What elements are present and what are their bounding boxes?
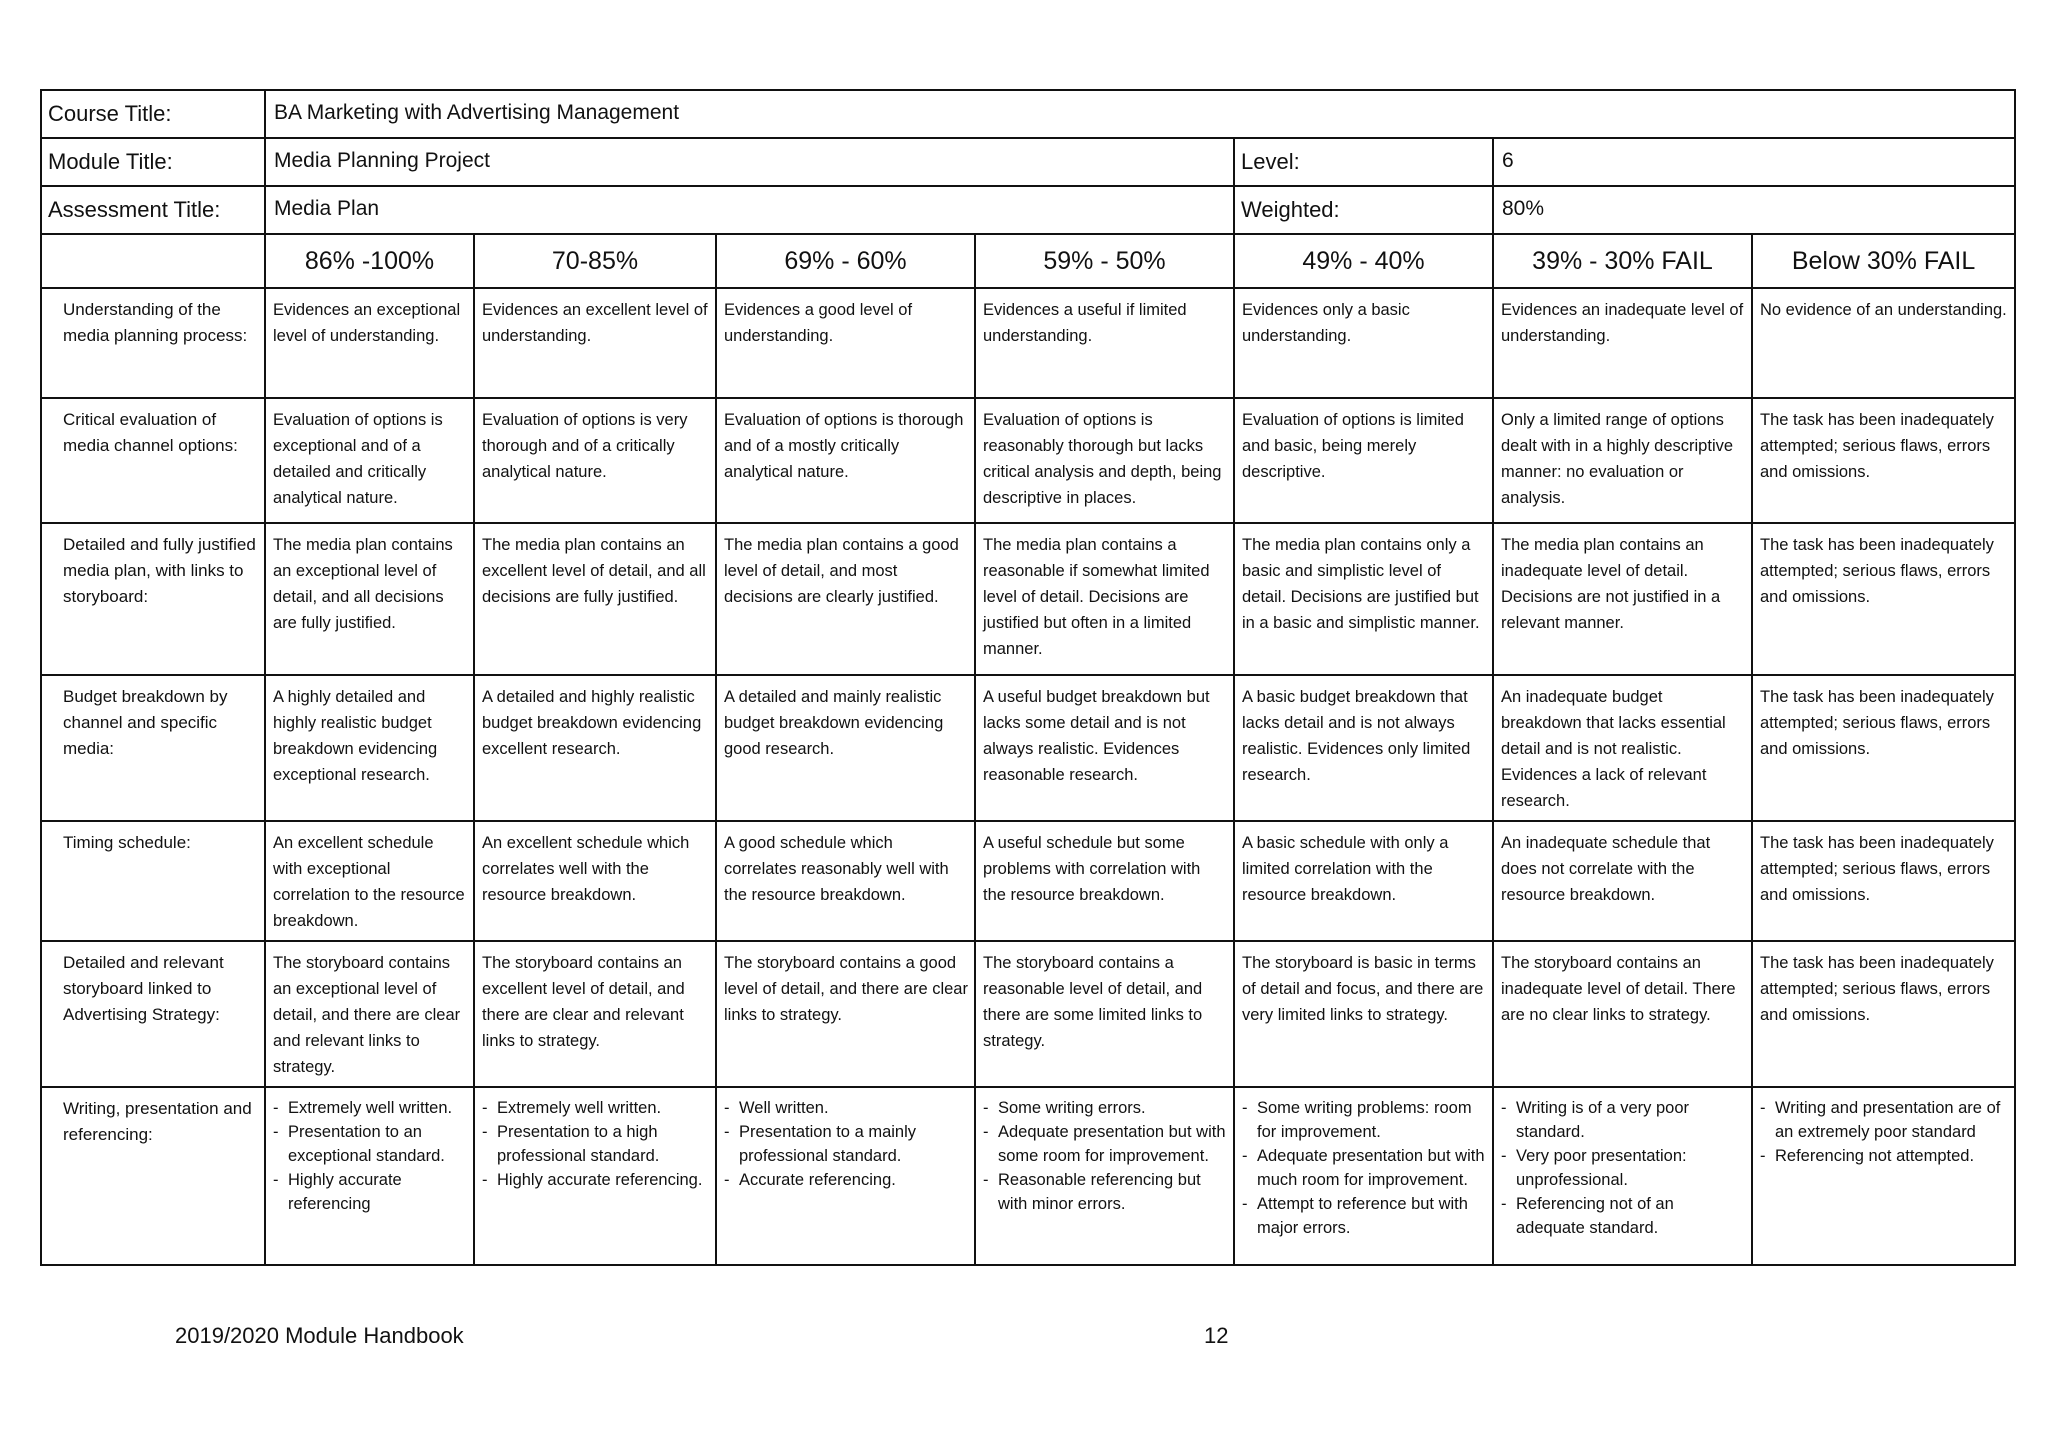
grade-band-header: 69% - 60% (716, 234, 975, 288)
bullet-item: - Attempt to reference but with major errors. (1242, 1192, 1486, 1240)
descriptor-cell: The task has been inadequately attempted; serious flaws, errors and omissions. (1752, 523, 2015, 675)
descriptor-cell: Evidences an excellent level of understanding. (474, 288, 716, 398)
descriptor-cell: An excellent schedule which correlates well with the resource breakdown. (474, 821, 716, 941)
bullet-item: - Presentation to a high professional standard. (482, 1120, 709, 1168)
descriptor-cell: The storyboard is basic in terms of detail and focus, and there are very limited links to strategy. (1234, 941, 1493, 1087)
assessment-title-value: Media Plan (265, 186, 1234, 234)
level-label: Level: (1234, 138, 1493, 186)
bullet-list (724, 1096, 968, 1192)
descriptor-cell: The task has been inadequately attempted; serious flaws, errors and omissions. (1752, 941, 2015, 1087)
criterion-row (41, 523, 2015, 675)
descriptor-cell: The media plan contains a reasonable if somewhat limited level of detail. Decisions are justified but often in a limited manner. (975, 523, 1234, 675)
grade-band-header: 59% - 50% (975, 234, 1234, 288)
criterion-row (41, 675, 2015, 821)
descriptor-cell (716, 1087, 975, 1265)
criterion-label: Understanding of the media planning process: (41, 288, 265, 398)
course-title-label: Course Title: (41, 90, 265, 138)
grade-band-header: 49% - 40% (1234, 234, 1493, 288)
grade-band-header: 39% - 30% FAIL (1493, 234, 1752, 288)
criterion-row (41, 398, 2015, 523)
descriptor-cell (265, 1087, 474, 1265)
descriptor-cell: Evaluation of options is very thorough and of a critically analytical nature. (474, 398, 716, 523)
descriptor-cell (1752, 1087, 2015, 1265)
descriptor-cell (1234, 1087, 1493, 1265)
descriptor-cell: No evidence of an understanding. (1752, 288, 2015, 398)
descriptor-cell: Evidences a good level of understanding. (716, 288, 975, 398)
weighted-value: 80% (1493, 186, 2015, 234)
assessment-rubric-table (40, 89, 2016, 1266)
descriptor-cell (474, 1087, 716, 1265)
bullet-list (482, 1096, 709, 1192)
bullet-item: - Some writing problems: room for improvement. (1242, 1096, 1486, 1144)
descriptor-cell: A basic budget breakdown that lacks detail and is not always realistic. Evidences only limited research. (1234, 675, 1493, 821)
bullet-list (1242, 1096, 1486, 1240)
page-number: 12 (1204, 1323, 1229, 1348)
criterion-label: Critical evaluation of media channel options: (41, 398, 265, 523)
bullet-item: - Presentation to a mainly professional standard. (724, 1120, 968, 1168)
bullet-item: - Well written. (724, 1096, 968, 1120)
criterion-label: Budget breakdown by channel and specific media: (41, 675, 265, 821)
descriptor-cell: The storyboard contains an excellent level of detail, and there are clear and relevant links to strategy. (474, 941, 716, 1087)
assessment-title-row (41, 186, 2015, 234)
descriptor-cell: Evidences an inadequate level of understanding. (1493, 288, 1752, 398)
descriptor-cell (1493, 1087, 1752, 1265)
descriptor-cell: A detailed and mainly realistic budget breakdown evidencing good research. (716, 675, 975, 821)
criterion-row (41, 821, 2015, 941)
weighted-label: Weighted: (1234, 186, 1493, 234)
descriptor-cell (975, 1087, 1234, 1265)
descriptor-cell: The task has been inadequately attempted; serious flaws, errors and omissions. (1752, 398, 2015, 523)
bullet-list (1501, 1096, 1745, 1240)
descriptor-cell: Evaluation of options is reasonably thorough but lacks critical analysis and depth, being descriptive in places. (975, 398, 1234, 523)
descriptor-cell: An inadequate schedule that does not correlate with the resource breakdown. (1493, 821, 1752, 941)
bullet-list (983, 1096, 1227, 1216)
descriptor-cell: A good schedule which correlates reasonably well with the resource breakdown. (716, 821, 975, 941)
bullet-item: - Highly accurate referencing (273, 1168, 467, 1216)
bullet-item: - Presentation to an exceptional standard. (273, 1120, 467, 1168)
bullet-item: - Referencing not of an adequate standard. (1501, 1192, 1745, 1240)
descriptor-cell: The storyboard contains a reasonable level of detail, and there are some limited links to strategy. (975, 941, 1234, 1087)
bullet-item: - Adequate presentation but with much room for improvement. (1242, 1144, 1486, 1192)
criterion-row (41, 288, 2015, 398)
descriptor-cell: The media plan contains only a basic and simplistic level of detail. Decisions are justified but in a basic and simplistic manner. (1234, 523, 1493, 675)
bullet-list (1760, 1096, 2008, 1168)
assessment-title-label: Assessment Title: (41, 186, 265, 234)
descriptor-cell: The task has been inadequately attempted; serious flaws, errors and omissions. (1752, 821, 2015, 941)
bullet-list (273, 1096, 467, 1216)
handbook-footer: 2019/2020 Module Handbook (175, 1323, 464, 1348)
descriptor-cell: A highly detailed and highly realistic budget breakdown evidencing exceptional research. (265, 675, 474, 821)
descriptor-cell: Evaluation of options is limited and basic, being merely descriptive. (1234, 398, 1493, 523)
descriptor-cell: The storyboard contains an inadequate level of detail. There are no clear links to strategy. (1493, 941, 1752, 1087)
module-title-label: Module Title: (41, 138, 265, 186)
descriptor-cell: A basic schedule with only a limited correlation with the resource breakdown. (1234, 821, 1493, 941)
descriptor-cell: Evidences only a basic understanding. (1234, 288, 1493, 398)
descriptor-cell: The storyboard contains a good level of detail, and there are clear links to strategy. (716, 941, 975, 1087)
bullet-item: - Writing and presentation are of an extremely poor standard (1760, 1096, 2008, 1144)
criterion-label: Detailed and relevant storyboard linked to Advertising Strategy: (41, 941, 265, 1087)
criterion-label: Detailed and fully justified media plan, with links to storyboard: (41, 523, 265, 675)
bullet-item: - Accurate referencing. (724, 1168, 968, 1192)
level-value: 6 (1493, 138, 2015, 186)
descriptor-cell: Only a limited range of options dealt with in a highly descriptive manner: no evaluation or analysis. (1493, 398, 1752, 523)
writing-row (41, 1087, 2015, 1265)
grade-band-corner (41, 234, 265, 288)
descriptor-cell: The storyboard contains an exceptional level of detail, and there are clear and relevant links to strategy. (265, 941, 474, 1087)
grade-band-header: 70-85% (474, 234, 716, 288)
descriptor-cell: The media plan contains an inadequate level of detail. Decisions are not justified in a relevant manner. (1493, 523, 1752, 675)
module-title-value: Media Planning Project (265, 138, 1234, 186)
descriptor-cell: The media plan contains an excellent level of detail, and all decisions are fully justified. (474, 523, 716, 675)
descriptor-cell: The task has been inadequately attempted; serious flaws, errors and omissions. (1752, 675, 2015, 821)
bullet-item: - Writing is of a very poor standard. (1501, 1096, 1745, 1144)
criterion-label: Timing schedule: (41, 821, 265, 941)
grade-band-header: 86% -100% (265, 234, 474, 288)
bullet-item: - Extremely well written. (482, 1096, 709, 1120)
descriptor-cell: An excellent schedule with exceptional correlation to the resource breakdown. (265, 821, 474, 941)
module-title-row (41, 138, 2015, 186)
criterion-label: Writing, presentation and referencing: (41, 1087, 265, 1265)
course-title-value: BA Marketing with Advertising Management (265, 90, 2015, 138)
descriptor-cell: A useful schedule but some problems with correlation with the resource breakdown. (975, 821, 1234, 941)
bullet-item: - Reasonable referencing but with minor errors. (983, 1168, 1227, 1216)
criterion-row (41, 941, 2015, 1087)
bullet-item: - Referencing not attempted. (1760, 1144, 2008, 1168)
descriptor-cell: Evaluation of options is exceptional and of a detailed and critically analytical nature. (265, 398, 474, 523)
descriptor-cell: An inadequate budget breakdown that lacks essential detail and is not realistic. Evidences a lack of relevant research. (1493, 675, 1752, 821)
bullet-item: - Highly accurate referencing. (482, 1168, 709, 1192)
descriptor-cell: Evaluation of options is thorough and of a mostly critically analytical nature. (716, 398, 975, 523)
descriptor-cell: A detailed and highly realistic budget breakdown evidencing excellent research. (474, 675, 716, 821)
descriptor-cell: The media plan contains a good level of detail, and most decisions are clearly justified. (716, 523, 975, 675)
course-title-row (41, 90, 2015, 138)
bullet-item: - Adequate presentation but with some room for improvement. (983, 1120, 1227, 1168)
descriptor-cell: A useful budget breakdown but lacks some detail and is not always realistic. Evidences reasonable research. (975, 675, 1234, 821)
grade-band-header: Below 30% FAIL (1752, 234, 2015, 288)
descriptor-cell: Evidences a useful if limited understanding. (975, 288, 1234, 398)
bullet-item: - Very poor presentation: unprofessional. (1501, 1144, 1745, 1192)
descriptor-cell: The media plan contains an exceptional level of detail, and all decisions are fully justified. (265, 523, 474, 675)
bullet-item: - Some writing errors. (983, 1096, 1227, 1120)
bullet-item: - Extremely well written. (273, 1096, 467, 1120)
descriptor-cell: Evidences an exceptional level of understanding. (265, 288, 474, 398)
grade-band-row (41, 234, 2015, 288)
